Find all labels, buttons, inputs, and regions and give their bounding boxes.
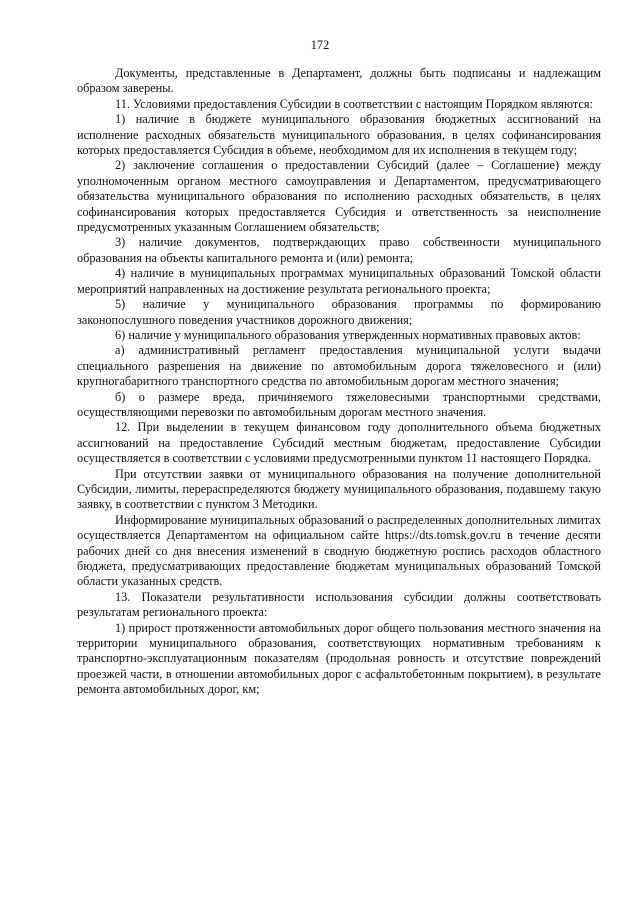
- paragraph-13: 13. Показатели результативности использования субсидии должны соответствовать результатам регионального проекта:: [77, 589, 601, 620]
- paragraph-11-item-1: 1) наличие в бюджете муниципального образования бюджетных ассигнований на исполнение расходных обязательств муниципального образования, в целях софинансирования которых предоставляется Субсидия в объеме, необходимом для их исполнения в текущем году;: [77, 112, 601, 158]
- paragraph-12-no-application: При отсутствии заявки от муниципального образования на получение дополнительной Субсидии, лимиты, перераспределяются бюджету муниципального образования, подавшему такую заявку, в соответствии с пунктом 3 Методики.: [77, 466, 601, 512]
- paragraph-11-item-6b: б) о размере вреда, причиняемого тяжеловесными транспортными средствами, осуществляющими перевозки по автомобильным дорогам местного значения.: [77, 389, 601, 419]
- page-number: 172: [310, 38, 330, 52]
- paragraph-documents-signed: Документы, представленные в Департамент, должны быть подписаны и надлежащим образом заверены.: [77, 66, 601, 96]
- paragraph-11-item-2: 2) заключение соглашения о предоставлении Субсидий (далее – Соглашение) между уполномоченным органом местного самоуправления и Департаментом, предусматривающего обязательства муниципального образования по исполнению расходных обязательств, в целях софинансирования которых предоставляется Субсидия и ответственность за неисполнение предусмотренных указанным Соглашением обязательств;: [77, 158, 601, 235]
- paragraph-13-item-1: 1) прирост протяженности автомобильных дорог общего пользования местного значения на территории муниципального образования, соответствующих нормативным требованиям к транспортно-эксплуатационным показателям (продольная ровность и отсутствие повреждений проезжей части, в отношении автомобильных дорог с асфальтобетонным покрытием), в результате ремонта автомобильных дорог, км;: [77, 620, 601, 697]
- paragraph-12-informing: Информирование муниципальных образований о распределенных дополнительных лимитах осуществляется Департаментом на официальном сайте https://dts.tomsk.gov.ru в течение десяти рабочих дней со дня внесения изменений в сводную бюджетную роспись расходов областного бюджета, предусматривающих предоставление бюджетам муниципальных образований Томской области указанных средств.: [77, 512, 601, 589]
- paragraph-11-item-5: 5) наличие у муниципального образования программы по формированию законопослушного поведения участников дорожного движения;: [77, 297, 601, 327]
- paragraph-11-item-6a: а) административный регламент предоставления муниципальной услуги выдачи специального разрешения на движение по автомобильным дорога тяжеловесного и (или) крупногабаритного транспортного средства по автомобильным дорогам местного значения;: [77, 343, 601, 389]
- paragraph-12: 12. При выделении в текущем финансовом году дополнительного объема бюджетных ассигнований на предоставление Субсидий местным бюджетам, предоставление Субсидии осуществляется в соответствии с условиями предусмотренными пунктом 11 настоящего Порядка.: [77, 420, 601, 466]
- paragraph-11-conditions: 11. Условиями предоставления Субсидии в соответствии с настоящим Порядком являются:: [115, 96, 593, 111]
- paragraph-11-item-4: 4) наличие в муниципальных программах муниципальных образований Томской области мероприятий направленных на достижение результата регионального проекта;: [77, 266, 601, 296]
- paragraph-11-item-3: 3) наличие документов, подтверждающих право собственности муниципального образования на объекты капитального ремонта и (или) ремонта;: [77, 235, 601, 265]
- document-body: [77, 66, 601, 698]
- paragraph-11-item-6: 6) наличие у муниципального образования утвержденных нормативных правовых актов:: [115, 327, 581, 342]
